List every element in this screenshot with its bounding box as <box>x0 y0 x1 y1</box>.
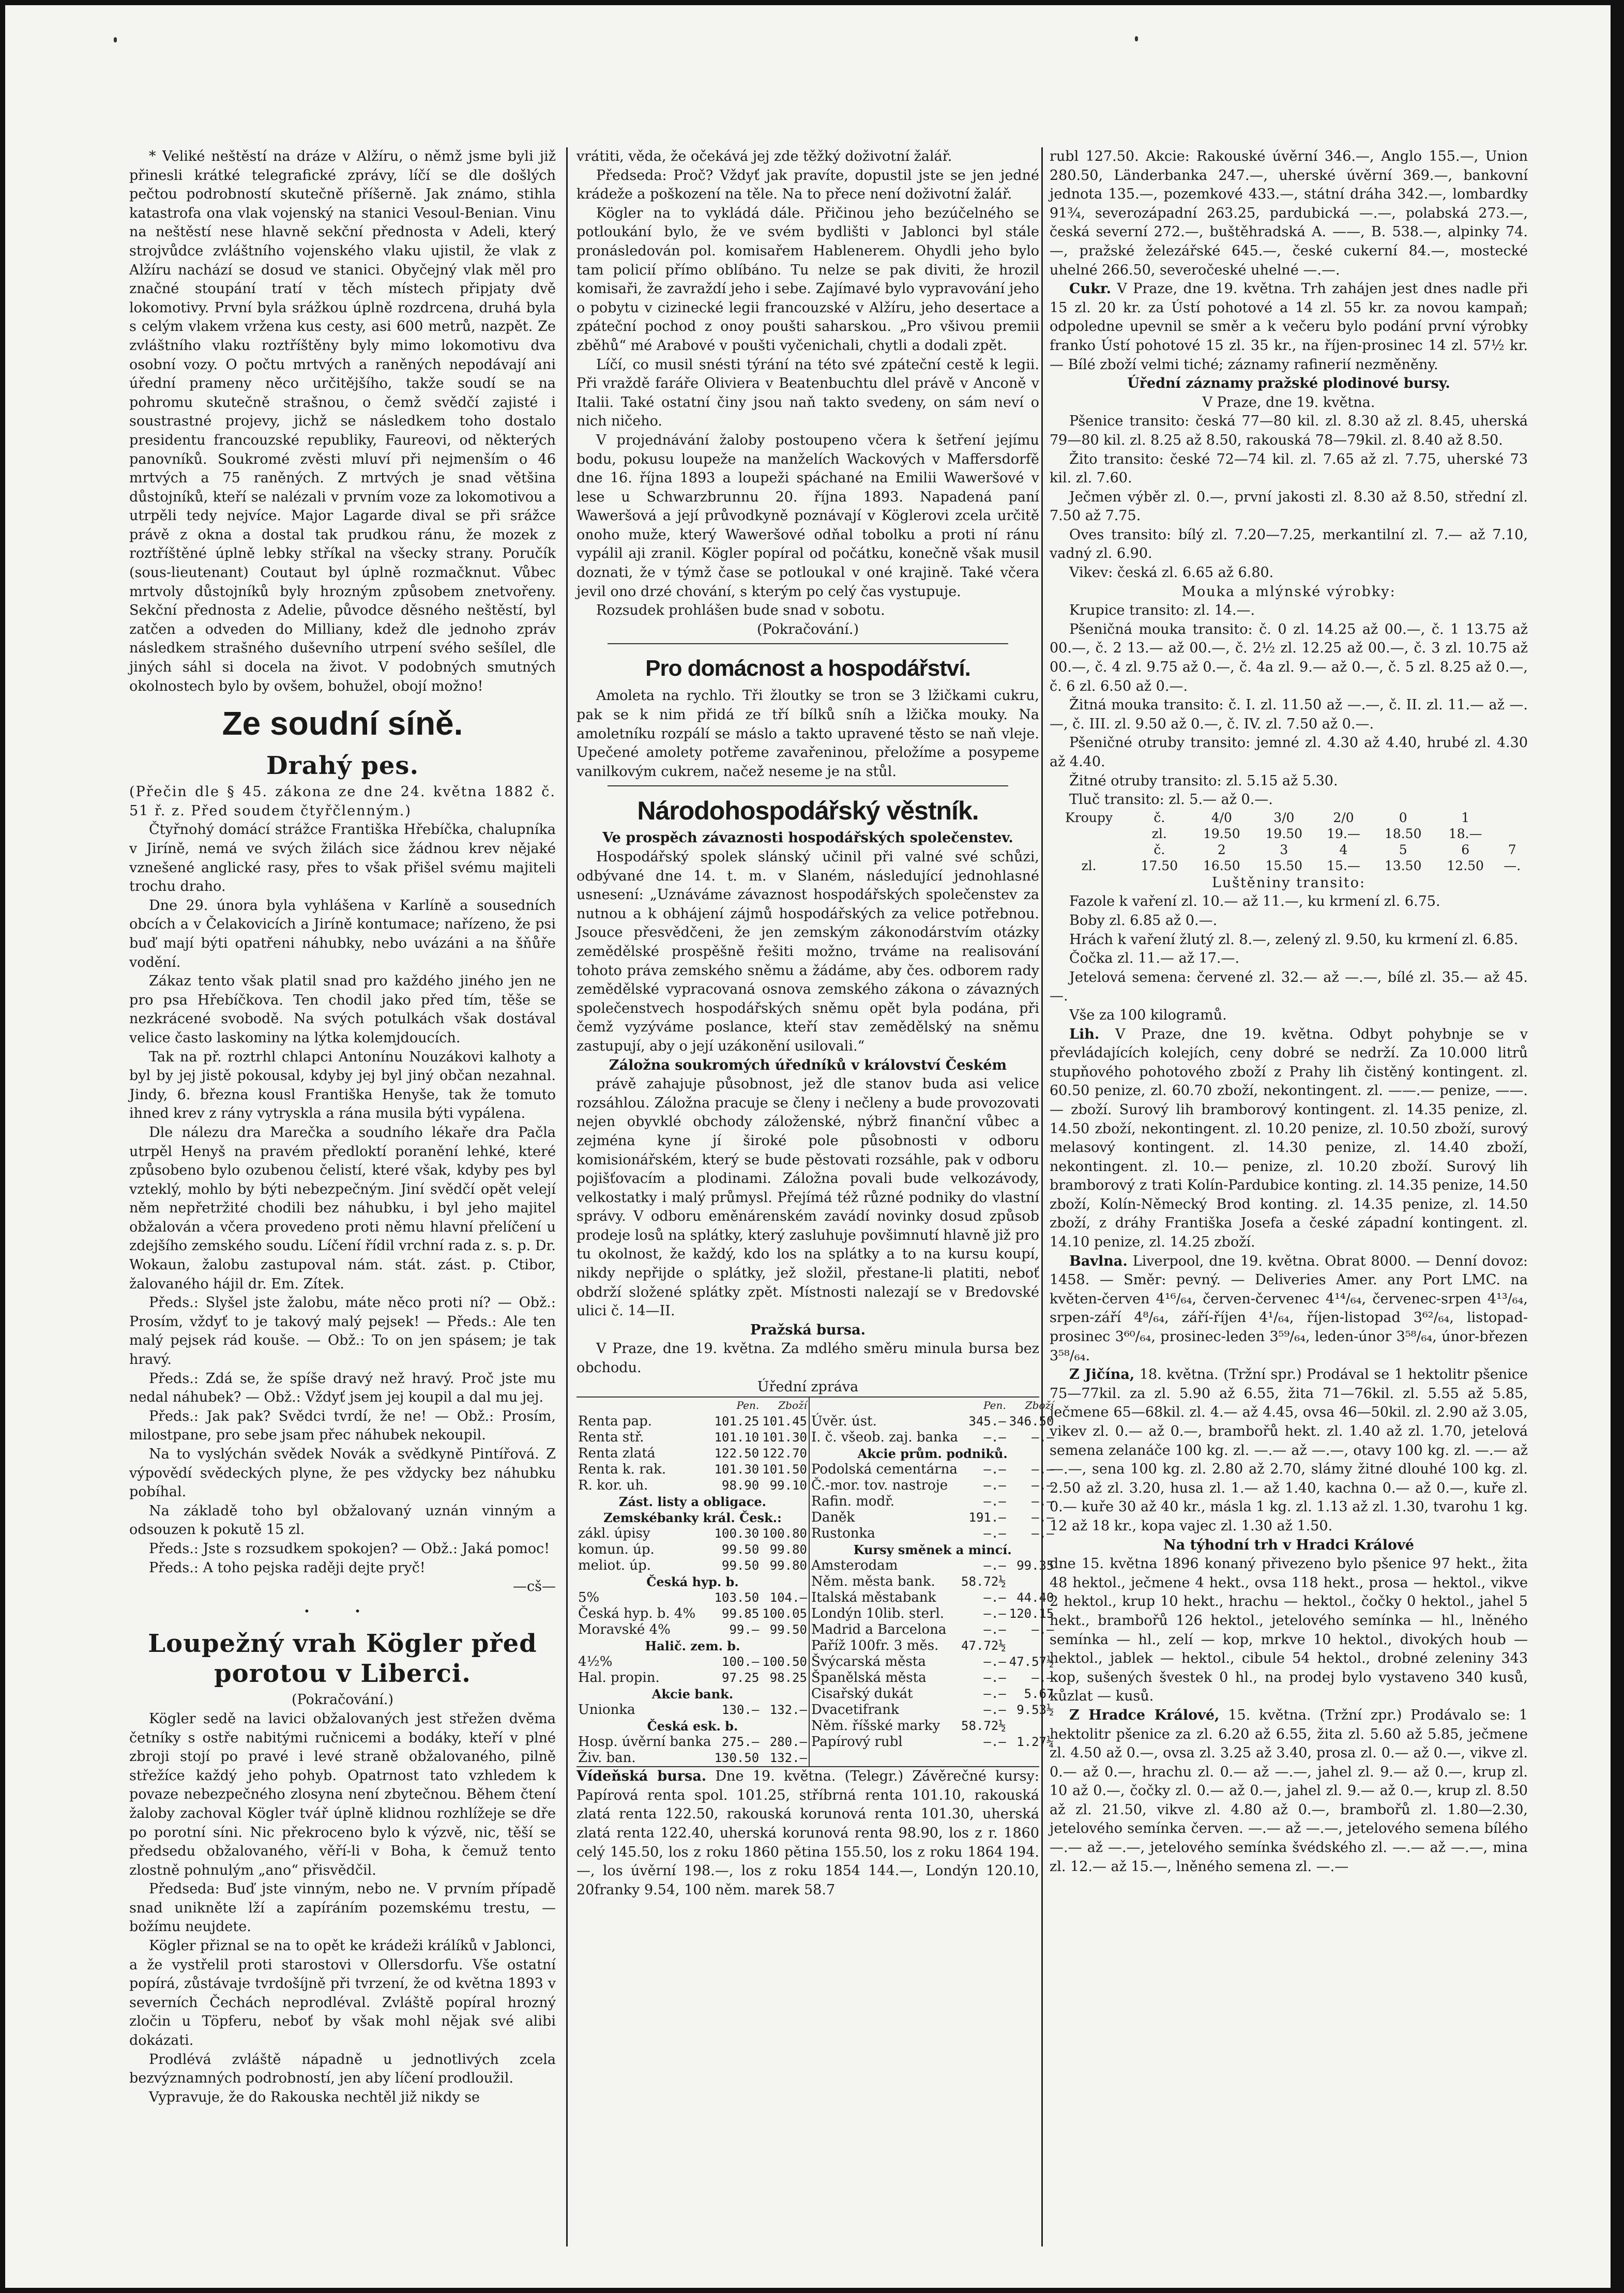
paragraph: Rozsudek prohlášen bude snad v sobotu. <box>596 602 885 619</box>
table-cell-label: Daněk <box>811 1510 855 1526</box>
table-cell-value: —.— <box>983 1558 1006 1573</box>
table-cell-value: 58.72½ <box>961 1574 1006 1589</box>
table-row <box>576 1590 809 1606</box>
table-cell-value: 132.— <box>769 1703 807 1718</box>
paragraph: Kögler přiznal se na to opět ke krádeži králíků v Jablonci, a že vystřelil proti starostovi v Ollersdorfu. Vše ostatní popírá, zůstávaje tvrdošíjně při tvrzení, že od května 1893 v severních Čechách neprodléval. Zvláště popíral hrozný zločin u Töpferu, neboť by však mohl nějak své alibi dokázati. <box>129 1938 556 2049</box>
table-cell-value: —.— <box>983 1735 1006 1750</box>
table-cell-value: —.— <box>1031 1526 1054 1541</box>
table-cell-value: 98.90 <box>722 1478 760 1493</box>
subheading: Záložna soukromých úředníků v království Českém <box>609 1057 1007 1073</box>
subheading: Cukr. <box>1069 281 1111 297</box>
table-cell-value: 1.27¼ <box>1016 1735 1054 1750</box>
table-row <box>576 1670 809 1686</box>
table-cell-value: 99.80 <box>769 1558 807 1573</box>
paragraph: Zákaz tento však platil snad pro každého jiného jen ne pro psa Hřebíčkova. Ten chodil jako před tím, těše se nezkrácené svobodě. Na svých potulkách však dostával velice často laskominy na lýtka kolemjdoucích. <box>129 973 556 1046</box>
table-cell: 16.50 <box>1203 858 1240 873</box>
table-cell-label: I. č. všeob. zaj. banka <box>811 1430 959 1446</box>
table-row <box>810 1462 1055 1478</box>
table-cell-value: 99.80 <box>769 1542 807 1557</box>
table-row <box>810 1430 1055 1446</box>
table-cell-value: —.— <box>983 1526 1006 1541</box>
table-cell-value: 99.50 <box>722 1558 760 1573</box>
table-cell-label: Londýn 10lib. sterl. <box>811 1606 945 1622</box>
table-row <box>810 1702 1055 1718</box>
table-cell-value: 191.— <box>968 1510 1006 1525</box>
table-cell-label: 4½% <box>578 1654 613 1670</box>
paragraph: právě zahajuje působnost, jež dle stanov buda asi velice rozsáhlou. Záložna pracuje se členy i nečleny a bude provozovati nejen obyvklé obchody záloženské, nýbrž finanční vůbec a zejména kyne jí široké pole působnosti v odboru komisionářském, který se bude pěstovati rozsáhle, pak v odboru pojišťovacím a plodinami. Záložna povali bude velkozávody, velkostatky i malý průmysl. Přejímá též různé podniky do vlastní správy. V odboru eměnárenském zavádí novinky dosud způsob prodeje losů na splátky, který zasluhuje povšimnutí hlavně již pro tu okolnost, že každý, kdo los na splátky a to na kursu koupí, nikdy nepřijde o splátky, jež složil, přestane-li platiti, neboť obdrží složené splátky zpět. Místnosti nalezají se v Bredovské ulici č. 14—II. <box>576 1076 1039 1319</box>
paragraph: Dne 29. února byla vyhlášena v Karlíně a sousedních obcích a v Čelakovicích a Jiríně kontumace; nařízeno, že psi buď mají býti opatřeni náhubky, nebo uvázáni a na šňůře vodění. <box>129 897 556 970</box>
table-row <box>810 1638 1055 1654</box>
table-cell-label: Česká hyp. b. 4% <box>578 1606 696 1622</box>
table-cell-value: 9.53½ <box>1016 1703 1054 1718</box>
table-header-cell <box>576 1398 713 1414</box>
paragraph-sugar <box>1050 280 1528 374</box>
table-row <box>810 1718 1055 1734</box>
table-row <box>810 1414 1055 1430</box>
table-header-row <box>810 1398 1055 1414</box>
recipe-paragraph: Amoleta na rychlo. Tři žloutky se tron se 3 lžičkami cukru, pak se k nim přidá ze tří bílků sníh a lžička mouky. Na amoletníku rozpálí se máslo a takto upravené těsto se naň vleje. Upečené amolety potřeme zavařeninou, přeložíme a posypeme vanilkovým cukrem, načež neseme je na stůl. <box>576 688 1039 780</box>
paragraph: Jetelová semena: červené zl. 32.— až —.—, bílé zl. 35.— až 45.—. <box>1050 969 1528 1005</box>
table-cell-label: Č.-mor. tov. nastroje <box>811 1478 948 1494</box>
table-cell-label: Něm. říšské marky <box>811 1718 940 1734</box>
table-cell-label: Renta stř. <box>578 1430 644 1446</box>
table-cell-value: —.— <box>1031 1510 1054 1525</box>
table-header-cell: Pen. <box>736 1399 760 1412</box>
table-row <box>576 1494 809 1510</box>
paragraph: Kögler sedě na lavici obžalovaných jest střežen dvěma četníky s ostře nabitými ručnicemi a bodáky, kteří v plné zbroji stojí po pravé i levé straně obžalovaného, pilně střežíce každý jeho pohyb. Opatrnost tato vzhledem k povaze nebezpečného zlosyna není zbytečnou. Během čtení žaloby zachoval Kögler tvář úplně klidnou rozhlížeje se dře po porotní síni. Nic překroceno bylo k výzvě, nic, těší se předsedu obžalovaného, věří-li v Boha, k čemuž tento zlostně pohnulým „ano“ přisvědčil. <box>129 1710 556 1878</box>
paragraph: Hospodářský spolek slánský učinil při valné své schůzi, odbývané dne 14. t. m. v Slaném, následující jednohlasné usnesení: „Uznáváme závaznost hospodářských společenstev za nutnou a k obhájení zájmů hospodářských za velice potřebnou. Jsouce přesvědčeni, že jen zemským zákonodárstvím otázky zemědělské prospěšně řešiti možno, trváme na realisování tohoto práva zemského sněmu a žádáme, aby čes. odborem rady zemědělské vypracovaná osnova zemského zákona o závazných společenstvech hospodářských sněmu opět byla podána, při čemž vyzýváme poslance, kteří stav zemědělský na sněmu zastupují, aby o její uzákonění usilovali.“ <box>576 849 1039 1054</box>
table-cell-value: —.— <box>983 1478 1006 1493</box>
table-cell-label: Zemskébanky král. Česk.: <box>603 1510 782 1526</box>
paragraph-vienna <box>576 1767 1039 1900</box>
table-cell-label: Podolská cementárna <box>811 1462 958 1478</box>
table-row <box>576 1622 809 1638</box>
column-2 <box>576 147 1054 2246</box>
table-cell-label: Akcie bank. <box>651 1687 734 1702</box>
table-cell: 19.— <box>1327 826 1360 841</box>
subheading: Pražská bursa. <box>750 1322 866 1338</box>
table-cell-label: R. kor. uh. <box>578 1478 648 1494</box>
paragraph: Na to vyslýchán svědek Novák a svědkyně Pintířová. Z výpovědí svědeckých plyne, že pes vždycky bez náhubku pobíhal. <box>129 1446 556 1500</box>
table-cell-value: —.— <box>983 1606 1006 1621</box>
paragraph: Ječmen výběr zl. 0.—, první jakosti zl. 8.30 až 8.50, střední zl. 7.50 až 7.75. <box>1050 489 1528 524</box>
table-cell-value: 99.50 <box>769 1622 807 1637</box>
table-row <box>810 1558 1055 1574</box>
table-cell-value: 275.— <box>722 1735 760 1750</box>
table-heading: Úřední zpráva <box>757 1378 859 1395</box>
subheading: Mouka a mlýnské výrobky: <box>1181 583 1396 600</box>
paragraph: Čtyřnohý domácí strážce Františka Hřebíčka, chalupníka v Jiríně, nemá ve svých žilách sice žádnou krev nějaké vznešené anglické rasy, přes to však přišel svému majiteli trochu draho. <box>129 822 556 895</box>
paragraph-text: V Praze, dne 19. května. Odbyt pohybnje se v převládajících kolejích, ceny dobré se nedrží. Za 10.000 litrů stupňového pohotového zboží z Prahy lih čistěný kontingent. zl. 60.50 penize, zl. 60.70 zboží, nekontingent. zl. ——.— penize, ——.— zboží. Surový lih bramborový kontingent. zl. 14.35 penize, zl. 14.50 zboží, nekontingent. zl. 10.20 penize, zl. 10.50 zboží, surový melasový kontingent. zl. 14.30 penize, zl. 14.40 zboží, nekontingent. zl. 10.— penize, zl. 10.20 zboží. Surový lih bramborový z trati Kolín-Pardubice konting. zl. 14.35 penize, 14.50 zboží, Kolín-Německý Brod konting. zl. 14.35 penize, zl. 14.50 zboží, z dráhy Františka Josefa a české západní kontingent. zl. 14.10 penize, zl. 14.25 zboží. <box>1050 1026 1528 1251</box>
paragraph-hradec <box>1050 1706 1528 1876</box>
paragraph: Pšeničné otruby transito: jemné zl. 4.30 až 4.40, hrubé zl. 4.30 až 4.40. <box>1050 735 1528 770</box>
bourse-table <box>576 1396 1054 1767</box>
paragraph: Pšeničná mouka transito: č. 0 zl. 14.25 až 00.—, č. 1 13.75 až 00.—, č. 2 13.— až 00.—, č. 2½ zl. 12.25 až 00.—, č. 3 zl. 10.75 až 00.—, č. 4 zl. 9.75 až 0.—, č. 4a zl. 9.— až 0.—, č. 5 zl. 8.25 až 0.—, č. 6 zl. 6.50 až 0.—. <box>1050 621 1528 694</box>
section-heading-economy: Národohospodářský věstník. <box>637 796 979 826</box>
scan-speck <box>1135 36 1138 41</box>
table-header-cell: Zboží <box>778 1399 807 1412</box>
table-cell-label: Něm. města bank. <box>811 1574 935 1590</box>
table-cell-label: Hosp. úvěrní banka <box>578 1734 711 1750</box>
table-cell-label: meliot. úp. <box>578 1558 651 1574</box>
table-row <box>810 1494 1055 1510</box>
table-cell: Kroupy <box>1065 810 1113 825</box>
table-cell-value: 47.72½ <box>961 1638 1006 1653</box>
table-cell-value: 99.10 <box>769 1478 807 1493</box>
dateline: V Praze, dne 19. května. <box>1202 394 1375 411</box>
continued-note: (Pokračování.) <box>756 621 859 637</box>
table-row <box>576 1558 809 1574</box>
continued-note: (Pokračování.) <box>291 1692 394 1708</box>
table-cell-value: 100.80 <box>762 1526 807 1541</box>
paragraph: Pšenice transito: česká 77—80 kil. zl. 8.30 až zl. 8.45, uherská 79—80 kil. zl. 8.25 až 8.50, rakouská 78—79kil. zl. 8.40 až 8.50. <box>1050 413 1528 448</box>
table-cell-label: Rustonka <box>811 1526 875 1542</box>
table-cell-value: 101.50 <box>762 1462 807 1477</box>
table-row <box>810 1542 1055 1558</box>
divider <box>608 785 1008 786</box>
paragraph: V Praze, dne 19. května. Za mdlého směru minula bursa bez obchodu. <box>576 1341 1039 1376</box>
table-cell-value: —.— <box>1031 1622 1054 1637</box>
dialogue: Předs.: Jak pak? Svědci tvrdí, že ne! — Obž.: Prosím, milostpane, pro sebe jsam přec náhubek nekoupil. <box>129 1408 556 1444</box>
table-row <box>1050 826 1528 842</box>
table-cell: 3/0 <box>1273 810 1295 825</box>
table-cell-value: 47.57½ <box>1009 1654 1054 1669</box>
table-cell-label: Renta zlatá <box>578 1446 656 1462</box>
table-cell-value: 44.40 <box>1016 1590 1054 1605</box>
table-cell-label: Rafin. modř. <box>811 1494 895 1510</box>
table-cell: 1 <box>1461 810 1470 825</box>
dialogue: Předs.: A toho pejska raději dejte pryč! <box>149 1559 426 1576</box>
table-cell-value <box>1008 1574 1056 1590</box>
subheading: Bavlna. <box>1069 1253 1128 1269</box>
table-cell-value: 280.— <box>769 1735 807 1750</box>
table-cell: zl. <box>1151 826 1167 841</box>
paragraph-cotton <box>1050 1252 1528 1366</box>
subheading: Úřední záznamy pražské plodinové bursy. <box>1127 375 1450 392</box>
table-cell-value: 132.— <box>769 1751 807 1766</box>
column-3 <box>1050 147 1528 2246</box>
table-cell: 15.— <box>1327 858 1360 873</box>
table-row <box>1050 810 1528 826</box>
table-cell-value: 99.50 <box>722 1542 760 1557</box>
table-row <box>810 1510 1055 1526</box>
paragraph: Líčí, co musil snésti týrání na této své zpáteční cestě k legii. Při vraždě faráře Oliviera v Beatenbuchtu dlel právě v Anconě v Italii. Také ostatní činy jsou naň takto svedeny, on sám neví o nich ničeho. <box>576 356 1039 430</box>
paragraph: rubl 127.50. Akcie: Rakouské úvěrní 346.—, Anglo 155.—, Union 280.50, Länderbanka 247.—, uherské úvěrní 369.—, bankovní jednota 135.—, pozemkové 433.—, státní dráha 342.—, lombardky 91¾, severozápadní 263.25, pardubická —.—, polabská 273.—, česká severní 272.—, buštěhradská A. ——, B. 538.—, alpinky 74.—, pražské železářské 645.—, české cukerní 84.—, mostecké uhelné 266.50, severočeské uhelné —.—. <box>1050 148 1528 278</box>
table-cell-label: Renta k. rak. <box>578 1462 666 1478</box>
table-cell-value: 120.15 <box>1009 1606 1054 1621</box>
table-cell-value: 97.25 <box>722 1671 760 1685</box>
subheading: Luštěniny transito: <box>1211 874 1366 891</box>
table-cell: zl. <box>1081 858 1097 873</box>
paragraph: Dle nálezu dra Marečka a soudního lékaře dra Pačla utrpěl Henyš na pravém předloktí poranění lehké, které způsobeno bylo ozubenou čelistí, které však, kdyby pes byl vzteklý, mohlo by býti nebezpečným. Jiní svědčí opět velejí něm nepřetržité chodili bez náhubku, i byl jeho majitel obžalován a včera provedeno proti němu hlavní přelíčení u zdejšího zemského soudu. Líčení řídil vrchní rada z. s. p. Dr. Wokaun, žalobu zastupoval nám. stát. zást. p. Ctibor, žalovaného hájil dr. Em. Zítek. <box>129 1124 556 1292</box>
table-cell-value: 130.50 <box>714 1751 760 1766</box>
table-cell-label: komun. úp. <box>578 1542 655 1558</box>
table-header-cell: Pen. <box>983 1399 1006 1412</box>
table-cell: 18.50 <box>1384 826 1422 841</box>
table-row <box>576 1542 809 1558</box>
table-row <box>810 1526 1055 1542</box>
paragraph-text: Liverpool, dne 19. května. Obrat 8000. — Denní dovoz: 1458. — Směr: pevný. — Deliveries Amer. any Port LMC. na květen-červen 4¹⁶/₆₄, červen-červenec 4¹⁴/₆₄, červenec-srpen 4¹³/₆₄, srpen-září 4⁸/₆₄, září-říjen 4¹/₆₄, říjen-listopad 3⁶²/₆₄, listopad-prosinec 3⁶⁰/₆₄, prosinec-leden 3⁵⁹/₆₄, leden-únor 3⁵⁸/₆₄, únor-březen 3⁵⁸/₆₄. <box>1050 1253 1528 1364</box>
table-row <box>810 1590 1055 1606</box>
table-cell-label: Živ. ban. <box>578 1750 636 1766</box>
table-cell-label: 5% <box>578 1590 600 1606</box>
table-cell-value: 100.50 <box>762 1654 807 1669</box>
table-cell-value: 346.50 <box>1009 1414 1054 1429</box>
table-cell-label: Česká hyp. b. <box>646 1574 739 1590</box>
paragraph: Hrách k vaření žlutý zl. 8.—, zelený zl. 9.50, ku krmení zl. 6.85. <box>1069 931 1519 948</box>
table-row <box>576 1734 809 1750</box>
paragraph: Předseda: Proč? Vždyť jak pravíte, dopustil jste se jen jedné krádeže a poškození na těle. Na to přece není doživotní žalář. <box>576 167 1039 203</box>
table-cell: č. <box>1154 810 1165 825</box>
section-heading-household: Pro domácnost a hospodářství. <box>645 656 970 681</box>
table-header-cell <box>810 1398 960 1414</box>
table-row <box>810 1446 1055 1462</box>
paragraph: Předseda: Buď jste vinným, nebo ne. V prvním případě snad unikněte lží a zapíráním pozemskému trestu, — božímu neujdete. <box>129 1881 556 1935</box>
law-reference: (Přečin dle § 45. zákona ze dne 24. května 1882 č. 51 ř. z. Před soudem čtyřčlenným.) <box>129 784 556 819</box>
table-cell-label: Paříž 100fr. 3 měs. <box>811 1638 939 1654</box>
table-cell-value: 101.30 <box>714 1462 760 1477</box>
table-row <box>576 1718 809 1734</box>
table-row <box>576 1510 809 1526</box>
table-row <box>576 1702 809 1718</box>
paragraph: Žitné otruby transito: zl. 5.15 až 5.30. <box>1069 772 1338 789</box>
table-cell-label: Amsterodam <box>811 1558 898 1574</box>
table-cell-value: 122.70 <box>762 1446 807 1461</box>
paragraph-text: 15. května. (Tržní zpr.) Prodávalo se: 1 hektolitr pšenice za zl. 6.20 až 6.55, žita zl. 5.60 až 5.85, ječmene zl. 4.50 až 0.—, ovsa zl. 3.25 až 3.40, prosa zl. 0.— až 0.—, vikve zl. 0.— až 0.—, hrachu zl. 0.— až —.—, jahel zl. 9.— až 0.—, krup zl. 10 až 0.—, čočky zl. 0.— až 0.—, jahel zl. 9.— až 0.—, krup zl. 8.50 až zl. 21.50, vikve zl. 4.80 až 0.—, brambořů zl. 1.80—2.30, jetelového semínka červen. —.— až —.—, jetelového semena bílého —.— až —.—, jetelového semínka švédského zl. —.— až —.—, mina zl. 12.— až 15.—, lněného semena zl. —.— <box>1050 1707 1528 1875</box>
article-title-kogler: Loupežný vrah Kögler před porotou v Liberci. <box>148 1629 537 1689</box>
table-row <box>576 1446 809 1462</box>
subheading: Z Jičína, <box>1069 1366 1135 1383</box>
paragraph: Tluč transito: zl. 5.— až 0.—. <box>1069 792 1273 808</box>
table-row <box>576 1478 809 1494</box>
table-cell-value: 100.30 <box>714 1526 760 1541</box>
divider <box>608 643 1008 644</box>
table-row <box>576 1462 809 1478</box>
article-title-dog: Drahý pes. <box>266 751 419 781</box>
paragraph: Oves transito: bílý zl. 7.20—7.25, merkantilní zl. 7.— až 7.10, vadný zl. 6.90. <box>1050 526 1528 562</box>
subheading: Z Hradce Králové, <box>1069 1707 1220 1723</box>
table-cell-value: 101.45 <box>762 1414 807 1429</box>
table-row <box>576 1638 809 1654</box>
table-cell-value <box>1008 1718 1056 1734</box>
table-cell-value: —.— <box>1031 1430 1054 1445</box>
table-cell-label: Kursy směnek a mincí. <box>853 1542 1012 1558</box>
table-row <box>576 1526 809 1542</box>
dialogue: Předs.: Slyšel jste žalobu, máte něco proti ní? — Obž.: Prosím, vždyť to je takový malý pejsek! — Předs.: Ale ten malý pejsek rád kouše. — Obž.: To on jen spásem; je tak hravý. <box>129 1295 556 1368</box>
table-cell-label: Renta pap. <box>578 1414 652 1430</box>
table-cell-label: Dvacetifrank <box>811 1702 899 1718</box>
paragraph-spirit <box>1050 1025 1528 1252</box>
table-cell: 19.50 <box>1265 826 1303 841</box>
table-cell: 12.50 <box>1447 858 1484 873</box>
paragraph-text: 18. května. (Tržní spr.) Prodával se 1 hektolitr pšenice 75—77kil. za zl. 5.90 až 6.55, žita 71—76kil. zl. 5.55 až 5.85, ječmene 65—68kil. zl. 4.— až 4.45, ovsa 46—50kil. zl. 2.90 až 3.05, vikev zl. 0.— až 0.—, brambořů hekt. zl. 1.40 až zl. 1.70, jetelová semena zelanáče 100 kg. zl. —.— až —.—, otavy 100 kg. zl. —.— až —.—, sena 100 kg. zl. 2.80 až 2.70, slámy žitné dlouhé 100 kg. zl. 2.50 až zl. 3.20, husa zl. 1.— až 1.40, kachna 0.— až 0.—, kuře zl. 0.— kuře 30 až 40 kr., másla 1 kg. zl. 1.13 až zl. 1.30, tvarohu 1 kg. 12 až 18 kr., kopa vajec zl. 1.30 až 1.50. <box>1050 1366 1528 1534</box>
dialogue: Předs.: Zdá se, že spíše dravý než hravý. Proč jste mu nedal náhubek? — Obž.: Vždyť jsem jej koupil a dal mu jej. <box>129 1370 556 1406</box>
paragraph-text: V Praze, dne 19. května. Trh zahájen jest dnes nadle při 15 zl. 20 kr. za Ústí pohotové a 14 zl. 55 kr. za novou kampaň; odpoledne upevnil se směr a k večeru bylo podání první výrobky franko Ústí pohotové 15 zl. 35 kr., na říjen-prosinec 14 zl. 57½ kr. — Bílé zboží velmi tiché; záznamy rafinerií nezměněny. <box>1050 281 1528 373</box>
table-cell-value: —.— <box>983 1494 1006 1509</box>
subheading: Na týhodní trh v Hradci Králové <box>1163 1537 1414 1553</box>
table-cell-value: 99.35 <box>1016 1558 1054 1573</box>
bourse-table-right <box>810 1398 1055 1750</box>
section-heading-court: Ze soudní síně. <box>222 705 463 742</box>
table-cell: 7 <box>1508 842 1516 857</box>
article-railway-accident: * Veliké neštěstí na dráze v Alžíru, o němž jsme byli již přinesli krátké telegrafické zprávy, líčí se dle došlých pečtou podrobností skutečně příšerně. Jak známo, stihla katastrofa ona vlak vojenský na stanici Vesoul-Benian. Vinu na neštěstí nese hlavně sekční přednosta v Adeli, který strojvůdce zvláštního vojenského vlaku ujistil, že vlak z Alžíru nachází se dosud ve stanici. Obyčejný vlak měl pro značné stoupání tratí v těch místech připjaty dvě lokomotivy. První byla srážkou úplně rozdrcena, druhá byla s celým vlakem vržena kus cesty, asi 600 metrů, nazpět. Ze zvláštního vlaku roztříštěny byly mimo lokomotivu dva osobní vozy. O počtu mrtvých a raněných nepodávají ani úřední prameny něco určitějšího, takže soudí se na pohromu skutečně strašnou, o čemž svědčí zajisté i soustrastné projevy, jichž se následkem toho dostalo presidentu francouzské republiky, Faureovi, od některých panovníků. Soukromé zvěsti mluví při nejmenším o 46 mrtvých a 75 raněných. Z mrtvých je snad většina důstojníků, kteří se nalézali v prvním voze za lokomotivou a utrpěli tedy nejvíce. Major Lagarde dival se při srážce právě z okna a dostal tak prudkou ránu, že mozek z roztříštěné úplně lebky stříkal na všecky strany. Poručík (sous-lieutenant) Coutaut byl úplně rozmačknut. Vůbec mrtvoly důstojníků byly hrozným způsobem znetvořeny. Sekční přednosta z Adelie, původce děsného neštěstí, byl zatčen a odveden do Milliany, kdež dle jednoho zpráv následkem strašného duševního utrpení svého sešílel, dle jiných sáhl si docela na život. V podobných smutných okolnostech bylo by ovšem, bohužel, obojí možno! <box>129 148 556 694</box>
table-row <box>810 1574 1055 1590</box>
paragraph: Boby zl. 6.85 až 0.—. <box>1069 912 1218 929</box>
table-cell-value: 104.— <box>769 1590 807 1605</box>
table-cell-value: —.— <box>983 1622 1006 1637</box>
table-cell-value: 122.50 <box>714 1446 760 1461</box>
column-1 <box>129 147 556 2246</box>
table-cell-value: 101.25 <box>714 1414 760 1429</box>
table-cell-label: Moravské 4% <box>578 1622 671 1638</box>
paragraph: V projednávání žaloby postoupeno včera k šetření jejímu bodu, pokusu loupeže na manželích Wackových v Maffersdorfě dne 16. října 1893 a loupeži spáchané na Emilii Waweršové v lese u Schwarzbrunnu 20. října 1893. Napadená paní Waweršová a její průvodkyně poznávají v Köglerovi zcela určitě onoho muže, který Waweršové odňal tobolku a proti ní ránu vypálil aji zranil. Kögler popíral od počátku, konečně však musil doznati, že v týmž čase se potloukal v oné krajině. Také včera jevil ono drzé chování, s kterým po celý čas vystupuje. <box>576 432 1039 600</box>
table-cell-value: 98.25 <box>769 1671 807 1685</box>
table-cell-value: 101.30 <box>762 1430 807 1445</box>
table-cell-value: —.— <box>983 1590 1006 1605</box>
table-row <box>810 1478 1055 1494</box>
table-cell-value: —.— <box>1031 1478 1054 1493</box>
table-cell-value: 101.10 <box>714 1430 760 1445</box>
table-cell-value <box>1008 1638 1056 1654</box>
table-cell: 0 <box>1399 810 1407 825</box>
table-cell-value: 103.50 <box>714 1590 760 1605</box>
table-cell: 13.50 <box>1384 858 1422 873</box>
paragraph: Vypravuje, že do Rakouska nechtěl již nikdy se <box>149 2089 480 2105</box>
paragraph: Kögler na to vykládá dále. Přičinou jeho bezúčelného se potloukání bylo, že ve svém bydlišti v Jablonci byl stále pronásledován pol. komisařem Hablenerem. Ohydli jeho bylo tam policií přímo oblíbáno. Tu nelze se pak diviti, že hrozil komisaři, že zavraždí jeho i sebe. Zajímavé bylo vypravování jeho o pobytu v cizinecké legii francouzské v Alžíru, jeho desertace a zpáteční pochod z onoy poušti saharskou. „Pro všivou premii zběhů“ mé Arabové v poušti vyčenichali, chytli a dodali zpět. <box>576 205 1039 354</box>
table-row <box>1050 842 1528 858</box>
paragraph: Tak na př. roztrhl chlapci Antonínu Nouzákovi kalhoty a byl by jej jistě pokousal, kdyby jej byl jiný občan nezahnal. Jindy, 6. března kousl Františka Henyše, tak že tomuto ihned krev z rány vytryskla a rána musila býti vypálena. <box>129 1049 556 1122</box>
table-row <box>810 1654 1055 1670</box>
table-cell: 2/0 <box>1333 810 1354 825</box>
subheading: Lih. <box>1069 1026 1100 1042</box>
table-cell-value: —.— <box>983 1430 1006 1445</box>
subheading: Vídeňská bursa. <box>576 1768 707 1785</box>
table-cell-label: Halič. zem. b. <box>645 1638 740 1654</box>
author-signature: —cš— <box>513 1578 556 1595</box>
table-row <box>576 1686 809 1702</box>
paragraph-jicin <box>1050 1365 1528 1536</box>
table-cell-value: —.— <box>983 1687 1006 1702</box>
table-header-cell: Zboží <box>1025 1399 1054 1412</box>
paragraph: Prodlévá zvláště nápadně u jednotlivých zcela bezvýznamných podrobností, jen aby líčení prodloužil. <box>129 2051 556 2087</box>
table-cell-value: —.— <box>983 1462 1006 1477</box>
paragraph: Čočka zl. 11.— až 17.—. <box>1069 950 1240 967</box>
table-cell-label: Česká esk. b. <box>647 1719 738 1734</box>
paragraph-text: Dne 19. května. (Telegr.) Závěrečné kursy: Papírová renta spol. 101.25, stříbrná renta 101.10, rakouská zlatá renta 122.50, rakouská korunová renta 101.30, uherská zlatá renta 122.40, uherská korunová renta 98.90, los z r. 1860 celý 145.50, los z roku 1860 pětina 155.50, los z roku 1864 194.—, los úvěrní 198.—, los z roku 1854 144.—, Londýn 120.10, 20franky 9.54, 100 něm. marek 58.7 <box>576 1768 1039 1898</box>
table-cell-label: Hal. propin. <box>578 1670 660 1686</box>
table-cell-value: —.— <box>983 1703 1006 1718</box>
table-row <box>810 1670 1055 1686</box>
table-cell: 4 <box>1339 842 1348 857</box>
table-row <box>576 1606 809 1622</box>
table-cell-value: —.— <box>983 1654 1006 1669</box>
table-cell <box>1050 826 1128 842</box>
table-row <box>810 1622 1055 1638</box>
table-cell-value: —.— <box>1031 1462 1054 1477</box>
table-row <box>576 1574 809 1590</box>
dialogue: Předs.: Jste s rozsudkem spokojen? — Obž.: Jaká pomoc! <box>149 1540 550 1557</box>
table-cell: 4/0 <box>1211 810 1232 825</box>
table-cell-value: 130.— <box>722 1703 760 1718</box>
table-cell: 2 <box>1217 842 1226 857</box>
table-cell-label: Akcie prům. podniků. <box>857 1446 1008 1462</box>
section-separator: • • <box>303 1604 382 1617</box>
table-row <box>576 1750 809 1766</box>
table-cell-label: Papírový rubl <box>811 1734 903 1750</box>
table-row <box>576 1654 809 1670</box>
table-row <box>576 1414 809 1430</box>
table-cell: 18.— <box>1448 826 1482 841</box>
table-cell-value: 58.72½ <box>961 1719 1006 1734</box>
scan-speck <box>114 37 117 42</box>
paragraph: Krupice transito: zl. 14.—. <box>1069 602 1255 619</box>
table-cell-label: Španělská města <box>811 1670 927 1686</box>
table-cell-label: Úvěr. úst. <box>811 1414 877 1430</box>
table-cell-label: zákl. úpisy <box>578 1526 650 1542</box>
table-cell: 17.50 <box>1141 858 1178 873</box>
table-cell: 6 <box>1461 842 1470 857</box>
table-row <box>810 1686 1055 1702</box>
table-cell: 5 <box>1399 842 1407 857</box>
column-rule <box>566 147 568 2246</box>
table-row <box>1050 858 1528 874</box>
table-cell-value: 99.85 <box>722 1606 760 1621</box>
bourse-table-left <box>576 1398 809 1766</box>
table-cell-value: 99.— <box>729 1622 760 1637</box>
table-row <box>810 1734 1055 1750</box>
table-row <box>810 1606 1055 1622</box>
paragraph: Žitná mouka transito: č. I. zl. 11.50 až —.—, č. II. zl. 11.— až —.—, č. III. zl. 9.50 až 0.—, č. IV. zl. 7.50 až 0.—. <box>1050 697 1528 732</box>
paragraph: Vikev: česká zl. 6.65 až 6.80. <box>1069 565 1274 581</box>
table-cell-label: Italská městabank <box>811 1590 936 1606</box>
subheading: Ve prospěch závaznosti hospodářských společenstev. <box>602 830 1013 846</box>
table-cell-value: —.— <box>983 1671 1006 1685</box>
table-cell-value: —.— <box>1031 1494 1054 1509</box>
table-cell: 15.50 <box>1265 858 1303 873</box>
paragraph: Žito transito: české 72—74 kil. zl. 7.65 až zl. 7.75, uherské 73 kil. zl. 7.60. <box>1050 451 1528 487</box>
paragraph: Vše za 100 kilogramů. <box>1069 1007 1227 1023</box>
table-cell-label: Švýcarská města <box>811 1654 926 1670</box>
table-cell-value: 345.— <box>968 1414 1006 1429</box>
paragraph: Na základě toho byl obžalovaný uznán vinným a odsouzen k pokutě 15 zl. <box>129 1502 556 1538</box>
table-cell: č. <box>1154 842 1165 857</box>
table-cell-value: 5.67 <box>1024 1687 1054 1702</box>
table-cell-value: 100.— <box>722 1654 760 1669</box>
table-cell <box>1050 842 1128 858</box>
table-cell-value: —.— <box>1031 1671 1054 1685</box>
table-cell-label: Cisařský dukát <box>811 1686 913 1702</box>
kroupy-table <box>1050 810 1528 874</box>
table-row <box>576 1430 809 1446</box>
table-cell: —. <box>1504 858 1521 873</box>
paragraph: Fazole k vaření zl. 10.— až 11.—, ku krmení zl. 6.75. <box>1069 893 1440 910</box>
paragraph: vrátiti, věda, že očekává jej zde těžký doživotní žalář. <box>576 148 952 164</box>
table-header-row <box>576 1398 809 1414</box>
table-cell-label: Zást. listy a obligace. <box>618 1494 766 1510</box>
table-cell: 19.50 <box>1203 826 1240 841</box>
table-cell-value: 100.05 <box>762 1606 807 1621</box>
table-cell-label: Madrid a Barcelona <box>811 1622 947 1638</box>
paragraph: dne 15. května 1896 konaný přivezeno bylo pšenice 97 hekt., žita 48 hektol., ječmene 4 hekt., ovsa 118 hekt., prosa — hektol., vikve 2 hektol., krup 10 hekt., hrachu — hektol., čočky 0 hektol., jahel 5 hekt., brambořů 126 hektol., jetelového semínka — hl., lněného semínka — hl., zelí — kop, mrkve 10 hektol., divokých houb — hektol., jablek — hektol., cibule 54 hektol., drobné zeleniny 343 kop, sušených švestek 0 hl., na prodej bylo vystaveno 340 kusů, kůzlat — kusů. <box>1050 1556 1528 1705</box>
table-cell: 3 <box>1280 842 1288 857</box>
column-rule <box>1041 147 1043 2246</box>
table-cell-label: Unionka <box>578 1702 635 1718</box>
